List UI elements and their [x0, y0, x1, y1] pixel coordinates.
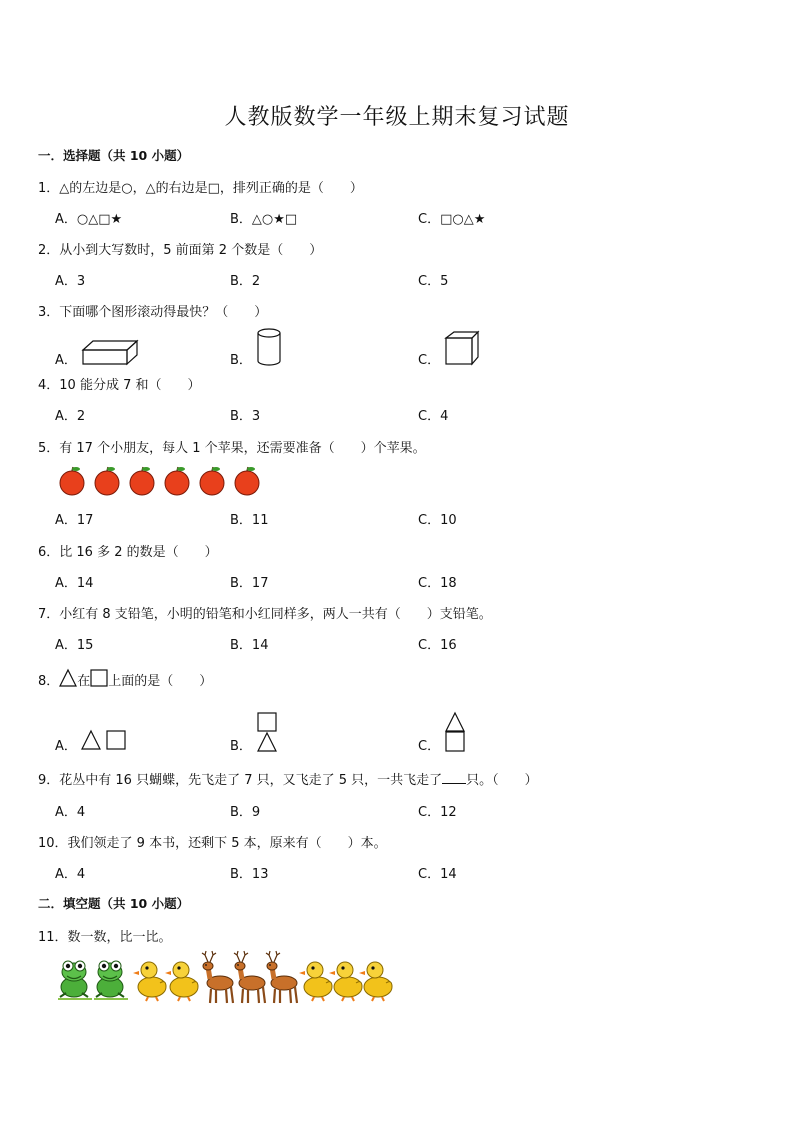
q9-option-a[interactable]: A．4	[55, 805, 86, 820]
question-5: 5．有 17 个小朋友，每人 1 个苹果，还需要准备（ ）个苹果。	[38, 441, 426, 456]
q9-option-c[interactable]: C．12	[418, 805, 457, 820]
q4-option-b[interactable]: B．3	[230, 409, 261, 424]
duck-icon	[299, 962, 332, 1001]
q2-option-a[interactable]: A．3	[55, 274, 86, 289]
frog-icon	[58, 961, 92, 999]
section-heading-choice: 一．选择题（共 10 小题）	[38, 148, 190, 163]
question-1: 1．△的左边是○，△的右边是□，排列正确的是（ ）	[38, 181, 363, 196]
apples-illustration	[58, 465, 264, 497]
q5-option-c[interactable]: C．10	[418, 513, 457, 528]
q5-option-b[interactable]: B．11	[230, 513, 269, 528]
q1-option-a[interactable]: A．○△□★	[55, 212, 123, 227]
q8-number: 8．	[38, 674, 60, 689]
q4-option-c[interactable]: C．4	[418, 409, 449, 424]
q3-option-a-label: A．	[55, 353, 77, 368]
answer-blank[interactable]	[442, 771, 466, 784]
q6-option-b[interactable]: B．17	[230, 576, 269, 591]
q6-option-c[interactable]: C．18	[418, 576, 457, 591]
q4-option-a[interactable]: A．2	[55, 409, 86, 424]
q8-option-b[interactable]	[230, 735, 278, 754]
q5-option-a[interactable]: A．17	[55, 513, 94, 528]
q9-stem-b: 只。（ ）	[466, 773, 538, 788]
question-4: 4．10 能分成 7 和（ ）	[38, 378, 201, 393]
cylinder-icon	[256, 328, 282, 366]
section-heading-fill: 二．填空题（共 10 小题）	[38, 896, 190, 911]
cuboid-icon	[81, 338, 137, 366]
apple-icon	[200, 467, 224, 495]
q2-option-b[interactable]: B．2	[230, 274, 261, 289]
question-11: 11．数一数，比一比。	[38, 930, 172, 945]
question-9	[38, 769, 538, 788]
q9-option-b[interactable]: B．9	[230, 805, 261, 820]
page-title: 人教版数学一年级上期末复习试题	[224, 105, 570, 130]
apple-icon	[60, 467, 84, 495]
triangle-beside-square-icon	[81, 730, 127, 750]
duck-icon	[359, 962, 392, 1001]
q8-option-a[interactable]	[55, 735, 127, 754]
question-8	[38, 670, 212, 689]
deer-icon	[202, 951, 233, 1003]
deer-icon	[266, 951, 297, 1003]
square-icon	[90, 669, 108, 687]
question-3: 3．下面哪个图形滚动得最快？（ ）	[38, 305, 268, 320]
q8-option-b-label: B．	[230, 739, 252, 754]
q8-option-a-label: A．	[55, 739, 77, 754]
q1-option-b[interactable]: B．△○★□	[230, 212, 298, 227]
question-7: 7．小红有 8 支铅笔，小明的铅笔和小红同样多，两人一共有（ ）支铅笔。	[38, 607, 492, 622]
question-6: 6．比 16 多 2 的数是（ ）	[38, 545, 218, 560]
q8-option-c[interactable]	[418, 735, 466, 754]
q1-option-c[interactable]: C．□○△★	[418, 212, 486, 227]
question-2: 2．从小到大写数时，5 前面第 2 个数是（ ）	[38, 243, 323, 258]
q3-option-c-label: C．	[418, 353, 441, 368]
animals-illustration	[56, 956, 392, 1002]
q10-option-b[interactable]: B．13	[230, 867, 269, 882]
apple-icon	[235, 467, 259, 495]
q3-option-b-label: B．	[230, 353, 252, 368]
deer-icon	[234, 951, 265, 1003]
apple-icon	[130, 467, 154, 495]
apple-row	[58, 465, 264, 501]
q8-option-c-label: C．	[418, 739, 441, 754]
square-above-triangle-icon	[256, 712, 278, 752]
q7-option-c[interactable]: C．16	[418, 638, 457, 653]
apple-icon	[95, 467, 119, 495]
duck-icon	[165, 962, 198, 1001]
duck-icon	[133, 962, 166, 1001]
q10-option-a[interactable]: A．4	[55, 867, 86, 882]
duck-icon	[329, 962, 362, 1001]
q6-option-a[interactable]: A．14	[55, 576, 94, 591]
q3-option-b[interactable]	[230, 349, 282, 368]
triangle-icon	[59, 669, 77, 687]
q3-option-a[interactable]	[55, 349, 137, 368]
q7-option-b[interactable]: B．14	[230, 638, 269, 653]
q2-option-c[interactable]: C．5	[418, 274, 449, 289]
cube-icon	[444, 330, 480, 366]
q9-stem-a: 9．花丛中有 16 只蝴蝶，先飞走了 7 只，又飞走了 5 只，一共飞走了	[38, 773, 443, 788]
q10-option-c[interactable]: C．14	[418, 867, 457, 882]
q3-option-c[interactable]	[418, 349, 480, 368]
frog-icon	[94, 961, 128, 999]
apple-icon	[165, 467, 189, 495]
q8-suffix-text: 上面的是（ ）	[108, 674, 213, 689]
q8-mid-text: 在	[77, 674, 91, 689]
animal-row	[56, 956, 392, 1006]
question-10: 10．我们领走了 9 本书，还剩下 5 本，原来有（ ）本。	[38, 836, 387, 851]
triangle-above-square-icon	[444, 712, 466, 752]
q7-option-a[interactable]: A．15	[55, 638, 94, 653]
